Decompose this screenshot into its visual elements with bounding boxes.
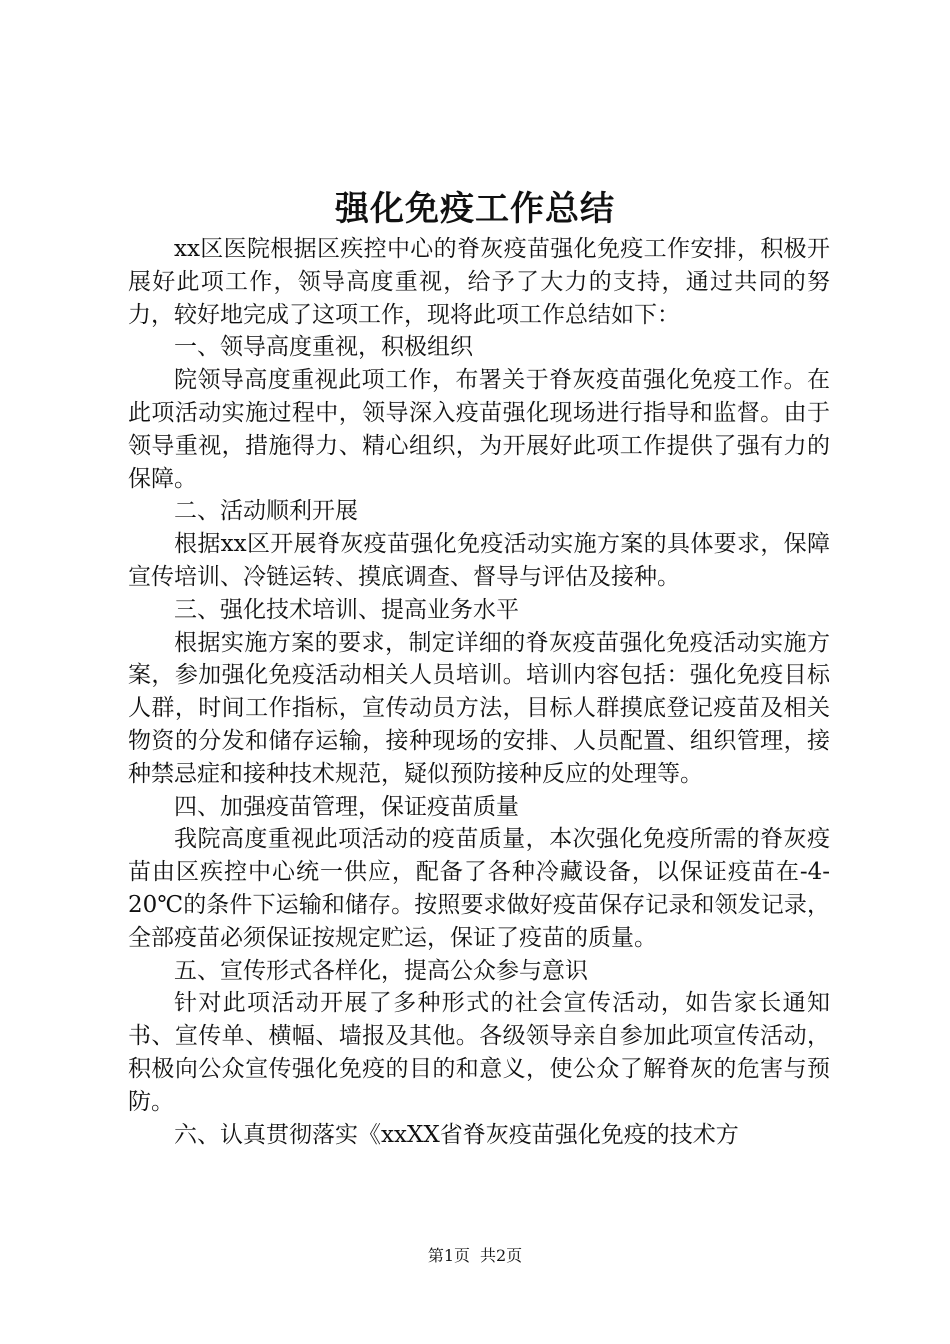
paragraph-section-1: 院领导高度重视此项工作，布署关于脊灰疫苗强化免疫工作。在此项活动实施过程中，领导深入疫苗强化现场进行指导和监督。由于领导重视，措施得力、精心组织，为开展好此项工作提供了强有力的保障。 [128, 367, 830, 492]
page-total: 共2页 [480, 1246, 523, 1265]
section-heading-4: 四、加强疫苗管理，保证疫苗质量 [174, 793, 519, 820]
section-heading-1: 一、领导高度重视，积极组织 [174, 334, 473, 361]
paragraph-section-4: 我院高度重视此项活动的疫苗质量，本次强化免疫所需的脊灰疫苗由区疾控中心统一供应，配备了各种冷藏设备，以保证疫苗在-4-20℃的条件下运输和储存。按照要求做好疫苗保存记录和领发记录，全部疫苗必须保证按规定贮运，保证了疫苗的质量。 [128, 826, 830, 951]
paragraph-intro: xx区医院根据区疾控中心的脊灰疫苗强化免疫工作安排，积极开展好此项工作，领导高度重视，给予了大力的支持，通过共同的努力，较好地完成了这项工作，现将此项工作总结如下： [128, 236, 830, 328]
section-heading-2: 二、活动顺利开展 [174, 498, 358, 525]
paragraph-section-2: 根据xx区开展脊灰疫苗强化免疫活动实施方案的具体要求，保障宣传培训、冷链运转、摸底调查、督导与评估及接种。 [128, 531, 830, 590]
page-footer [0, 1245, 950, 1267]
paragraph-section-5: 针对此项活动开展了多种形式的社会宣传活动，如告家长通知书、宣传单、横幅、墙报及其他。各级领导亲自参加此项宣传活动，积极向公众宣传强化免疫的目的和意义，使公众了解脊灰的危害与预防。 [128, 990, 830, 1115]
paragraph-section-3: 根据实施方案的要求，制定详细的脊灰疫苗强化免疫活动实施方案，参加强化免疫活动相关人员培训。培训内容包括：强化免疫目标人群，时间工作指标，宣传动员方法，目标人群摸底登记疫苗及相关物资的分发和储存运输，接种现场的安排、人员配置、组织管理，接种禁忌症和接种技术规范，疑似预防接种反应的处理等。 [128, 629, 830, 787]
page-number: 第1页 [427, 1246, 470, 1265]
section-heading-5: 五、宣传形式各样化，提高公众参与意识 [174, 957, 588, 984]
document-title: 强化免疫工作总结 [335, 189, 615, 229]
section-heading-6: 六、认真贯彻落实《xxXX省脊灰疫苗强化免疫的技术方 [174, 1121, 739, 1148]
section-heading-3: 三、强化技术培训、提高业务水平 [174, 596, 519, 623]
document-body [128, 233, 830, 1151]
